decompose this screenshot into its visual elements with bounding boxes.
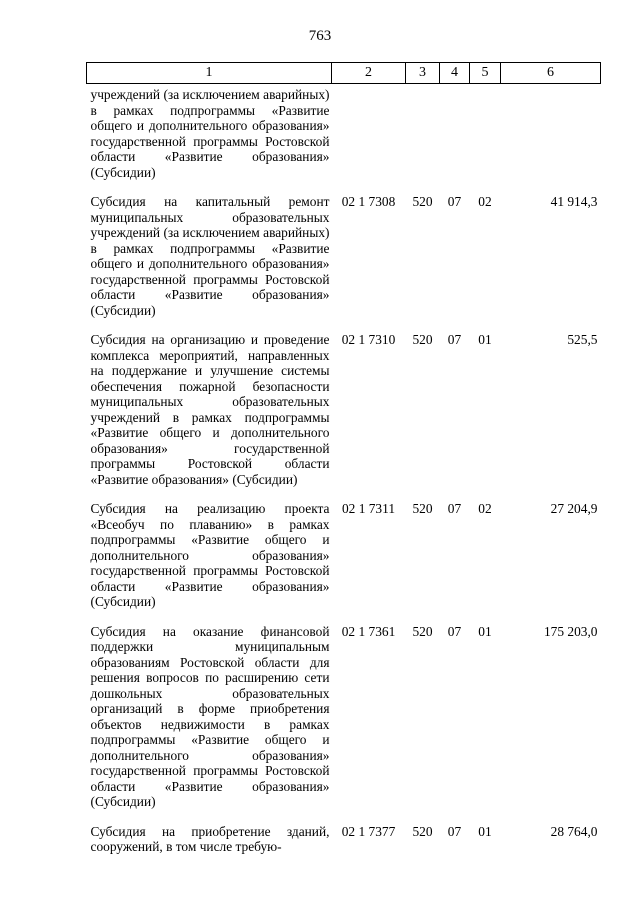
column-header-2: 2	[332, 63, 406, 84]
row-description: учреждений (за исключением аварийных) в рамках подпрограммы «Развитие общего и дополнительного образования» государственной программы Ростовской области «Развитие образования» (Субсидии)	[90, 87, 330, 180]
row-subsection: 01	[478, 623, 492, 639]
row-target-code: 02 1 7310	[341, 332, 396, 347]
row-target-code: 02 1 7311	[341, 501, 396, 516]
row-description: Субсидия на приобретение зданий, сооружений, в том числе требую-	[90, 823, 330, 854]
table-row	[87, 824, 601, 869]
row-subsection	[470, 84, 501, 195]
table-row	[87, 332, 601, 501]
row-description: Субсидия на организацию и проведение комплекса мероприятий, направленных на поддержание и улучшение системы обеспечения пожарной безопасности муниципальных образовательных учреждений в рамках подпрограммы «Развитие общего и дополнительного образования» государственной программы Ростовской области «Развитие образования» (Субсидии)	[90, 332, 330, 487]
row-target-code	[332, 84, 406, 195]
row-section: 07	[447, 823, 462, 839]
row-expense-type: 520	[412, 194, 433, 209]
row-description: Субсидия на оказание финансовой поддержки муниципальным образованиям Ростовской области для решения вопросов по расширению сети дошкольных образовательных организаций в форме приобретения объектов недвижимости в рамках подпрограммы «Развитие общего и дополнительного образования» государственной программы Ростовской области «Развитие образования» (Субсидии)	[90, 623, 330, 809]
row-section: 07	[447, 332, 462, 347]
row-amount: 27 204,9	[550, 501, 598, 516]
table-row	[87, 84, 601, 195]
row-amount	[501, 84, 601, 195]
row-amount: 525,5	[567, 332, 598, 347]
row-expense-type	[406, 84, 440, 195]
row-section: 07	[447, 623, 462, 639]
column-header-4: 4	[440, 63, 470, 84]
row-section: 07	[447, 501, 462, 516]
row-target-code: 02 1 7361	[341, 623, 396, 639]
row-amount: 28 764,0	[550, 823, 598, 839]
page-number: 763	[308, 28, 332, 44]
row-section: 07	[447, 194, 462, 209]
table-row	[87, 624, 601, 824]
table-row	[87, 501, 601, 624]
column-header-5: 5	[470, 63, 501, 84]
column-header-6: 6	[501, 63, 601, 84]
row-subsection: 01	[478, 823, 492, 839]
table-header-row	[87, 63, 601, 84]
row-expense-type: 520	[412, 501, 433, 516]
row-subsection: 02	[478, 501, 492, 516]
row-amount: 41 914,3	[550, 194, 598, 209]
budget-table	[86, 62, 601, 869]
row-description: Субсидия на реализацию проекта «Всеобуч по плаванию» в рамках подпрограммы «Развитие общего и дополнительного образования» государственной программы Ростовской области «Развитие образования» (Субсидии)	[90, 501, 330, 609]
row-description: Субсидия на капитальный ремонт муниципальных образовательных учреждений (за исключением аварийных) в рамках подпрограммы «Развитие общего и дополнительного образования» государственной программы Ростовской области «Развитие образования» (Субсидии)	[90, 194, 330, 318]
row-subsection: 02	[478, 194, 492, 209]
table-row	[87, 194, 601, 332]
row-expense-type: 520	[412, 623, 433, 639]
column-header-3: 3	[406, 63, 440, 84]
row-section	[440, 84, 470, 195]
row-amount: 175 203,0	[543, 623, 598, 639]
column-header-1: 1	[87, 63, 332, 84]
row-target-code: 02 1 7308	[341, 194, 396, 209]
row-expense-type: 520	[412, 823, 433, 839]
row-expense-type: 520	[412, 332, 433, 347]
row-subsection: 01	[478, 332, 492, 347]
row-target-code: 02 1 7377	[341, 823, 396, 839]
